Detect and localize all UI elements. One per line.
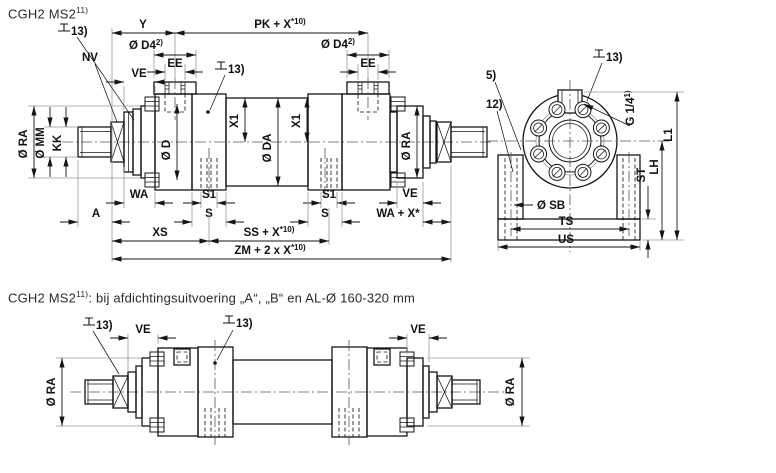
dim-label-ss: SS + $X^{*10)}$ [243, 225, 295, 239]
dim-label-s1-right: S1 [321, 189, 337, 201]
tie-block-left [198, 340, 233, 445]
figure2-title-text: CGH2 MS2 [8, 290, 77, 306]
note5: 5) [486, 70, 497, 82]
dim-label-xs: XS [152, 227, 168, 239]
port-right [358, 33, 378, 120]
port-left [165, 33, 185, 120]
dim-label-sb: Ø SB [537, 200, 566, 212]
dim-label-x1-right: X1 [291, 113, 303, 129]
tie-block-right [332, 340, 367, 445]
surface-ref-dot [206, 110, 210, 114]
surface-ref-dot [213, 361, 217, 365]
surface-symbol-icon [593, 50, 605, 57]
note13-top-left: 13) [71, 26, 88, 38]
side-view-dimensions [18, 17, 451, 262]
dim-label-ra-left: Ø RA [18, 129, 30, 159]
dim-label-d4-left: Ø D4$^{2)}$ [129, 38, 163, 52]
dim-label-d4-right: Ø D4$^{2)}$ [321, 37, 355, 51]
surface-symbol-icon [83, 318, 95, 325]
dim-label-ve-left: VE [135, 324, 151, 336]
dim-label-g14: G 1/4$^{1)}$ [623, 90, 637, 126]
note13-end-view: 13) [606, 52, 623, 64]
note12: 12) [486, 99, 503, 111]
dim-label-lh: LH [649, 159, 661, 175]
figure2-title-rest: : bij afdichtingsuitvoering „A“, „B“ en AL-Ø 160-320 mm [88, 290, 416, 306]
dim-label-zm: ZM + 2 x $X^{*10)}$ [234, 243, 306, 257]
dim-label-ra-left: Ø RA [46, 377, 58, 407]
dim-label-st: ST [636, 167, 648, 183]
dim-label-ve-right: VE [410, 324, 426, 336]
figure1-title-sup: 11) [76, 5, 89, 15]
dim-label-nv: NV [82, 52, 98, 64]
dim-label-kk: KK [52, 134, 64, 152]
surface-symbol-icon [58, 24, 70, 31]
dim-label-s1-left: S1 [201, 189, 217, 201]
dim-label-ee-right: EE [360, 58, 376, 70]
tie-block-left [192, 94, 226, 200]
variant-side-view [70, 340, 505, 445]
dim-label-d: Ø D [161, 139, 173, 161]
cylinder-side-view [62, 33, 492, 200]
note13-middle: 13) [228, 64, 245, 76]
dim-label-us: US [558, 234, 574, 246]
dim-label-ra-right: Ø RA [505, 377, 517, 407]
dim-label-da: Ø DA [262, 133, 274, 163]
figure2-title-sup: 11) [76, 289, 89, 299]
dim-label-ra-right: Ø RA [401, 131, 413, 161]
note13-left: 13) [96, 320, 113, 332]
dim-label-s-right: S [321, 208, 329, 220]
surface-symbol-icon [215, 62, 227, 69]
dim-label-mm: Ø MM [35, 127, 47, 159]
surface-symbol-icon [223, 316, 235, 323]
variant-dimensions [46, 316, 530, 426]
dim-label-ts: TS [558, 216, 574, 228]
tie-block-right [308, 94, 342, 200]
figure2-variant-drawing [0, 300, 776, 473]
dim-label-l1: L1 [663, 128, 675, 142]
dim-label-ve-bottom: VE [402, 188, 418, 200]
cylinder-end-view [487, 80, 670, 252]
dim-label-s-left: S [205, 208, 213, 220]
figure1-title-text: CGH2 MS2 [8, 6, 77, 22]
dim-label-x1-left: X1 [229, 113, 241, 129]
dim-label-y: Y [139, 19, 147, 31]
dim-label-ee-left: EE [167, 58, 183, 70]
dim-label-a: A [91, 208, 101, 220]
dim-label-pk: PK + $X^{*10)}$ [254, 17, 306, 31]
cylinder-head-right [342, 82, 390, 190]
dim-label-wa: WA [129, 189, 149, 201]
note13-right: 13) [236, 318, 253, 330]
dim-label-wa-x: WA + X* [376, 208, 420, 220]
dim-label-ve-top: VE [131, 68, 147, 80]
